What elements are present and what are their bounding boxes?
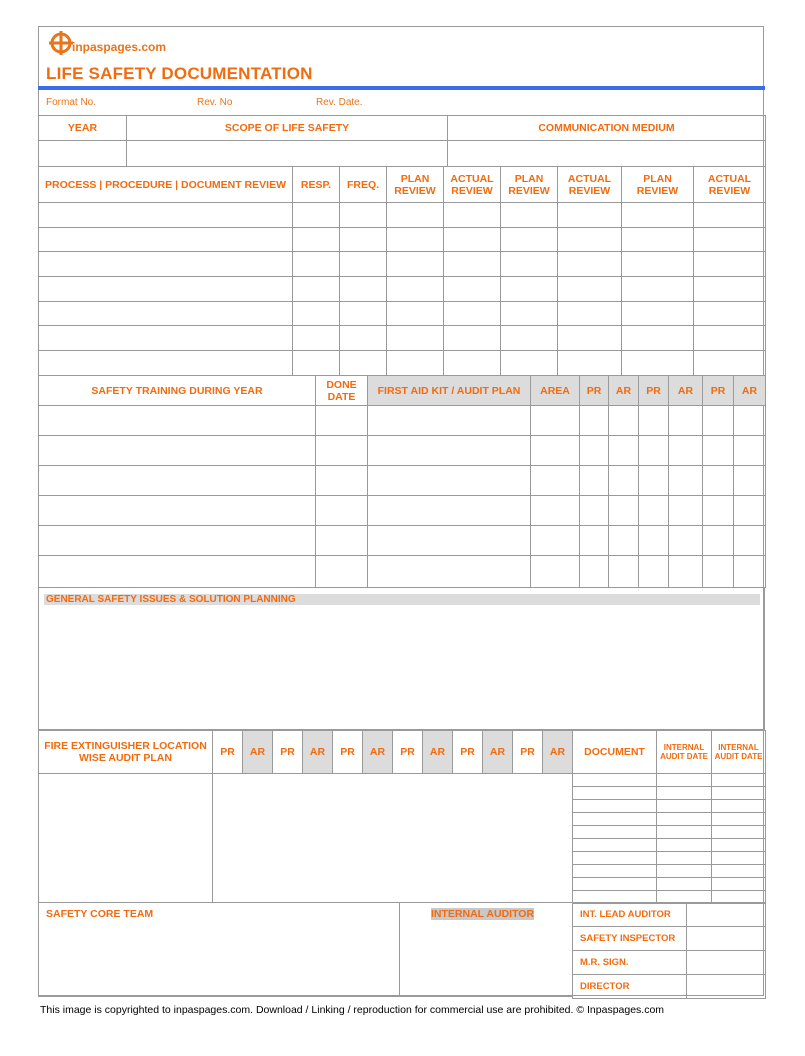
freq-header: FREQ. [340,167,387,203]
medium-cell[interactable] [448,141,766,167]
table-row [573,800,766,813]
lead-auditor-signature[interactable] [687,903,766,927]
table-row [573,787,766,800]
director-label: DIRECTOR [573,975,687,999]
process-header: PROCESS | PROCEDURE | DOCUMENT REVIEW [39,167,293,203]
pr-header: PR [273,731,303,774]
table-row [39,301,766,326]
scope-cell[interactable] [127,141,448,167]
logo-text: inpaspages.com [72,40,167,54]
signature-table [572,902,766,999]
general-issues-box[interactable] [38,587,765,730]
actual-review-header: ACTUAL REVIEW [694,167,766,203]
ar-header: AR [483,731,513,774]
ar-header: AR [363,731,393,774]
pr-header: PR [393,731,423,774]
ar-header: AR [609,376,639,406]
pr-header: PR [703,376,734,406]
pr-header: PR [213,731,243,774]
fire-table [38,730,766,774]
rev-no-label: Rev. No [197,97,233,108]
ar-header: AR [303,731,333,774]
table-row [39,466,766,496]
training-header: SAFETY TRAINING DURING YEAR [39,376,316,406]
plan-review-header: PLAN REVIEW [622,167,694,203]
table-row [573,852,766,865]
mr-sign-label: M.R. SIGN. [573,951,687,975]
format-no-label: Format No. [46,97,97,108]
ar-header: AR [669,376,703,406]
medium-header: COMMUNICATION MEDIUM [448,116,766,141]
document-grid [572,773,766,904]
inspector-label: SAFETY INSPECTOR [573,927,687,951]
table-row [39,227,766,252]
actual-review-header: ACTUAL REVIEW [558,167,622,203]
page-title: LIFE SAFETY DOCUMENTATION [46,64,313,83]
table-row [573,826,766,839]
general-issues-label: GENERAL SAFETY ISSUES & SOLUTION PLANNING [46,594,296,605]
ar-header: AR [423,731,453,774]
table-row [39,556,766,588]
training-table [38,375,766,588]
pr-header: PR [333,731,363,774]
table-row [39,406,766,436]
fire-header: FIRE EXTINGUISHER LOCATION WISE AUDIT PLAN [39,731,213,774]
done-date-header: DONE DATE [316,376,368,406]
process-table [38,166,766,376]
year-header: YEAR [39,116,127,141]
table-row [573,839,766,852]
table-row [573,813,766,826]
table-row [39,496,766,526]
table-row [39,277,766,302]
title-divider [38,86,765,90]
pr-header: PR [453,731,483,774]
table-row [573,774,766,787]
rev-date-label: Rev. Date. [316,97,363,108]
crosshair-logo-icon [48,30,74,56]
area-header: AREA [531,376,580,406]
table-row [573,865,766,878]
pr-header: PR [580,376,609,406]
table-row [39,351,766,376]
ar-header: AR [543,731,573,774]
table-row [39,326,766,351]
resp-header: RESP. [293,167,340,203]
internal-audit-date-header: INTERNAL AUDIT DATE [712,731,766,774]
scope-table [38,115,766,167]
table-row [39,203,766,228]
table-row [39,252,766,277]
ar-header: AR [243,731,273,774]
first-aid-header: FIRST AID KIT / AUDIT PLAN [368,376,531,406]
lead-auditor-label: INT. LEAD AUDITOR [573,903,687,927]
inspector-signature[interactable] [687,927,766,951]
table-row [39,436,766,466]
document-header: DOCUMENT [573,731,657,774]
plan-review-header: PLAN REVIEW [501,167,558,203]
copyright-footer: This image is copyrighted to inpaspages.com. Download / Linking / reproduction for commercial use are prohibited. © Inpaspages.com [40,1004,665,1016]
table-row [39,526,766,556]
scope-header: SCOPE OF LIFE SAFETY [127,116,448,141]
table-row [573,878,766,891]
director-signature[interactable] [687,975,766,999]
year-cell[interactable] [39,141,127,167]
internal-audit-date-header: INTERNAL AUDIT DATE [657,731,712,774]
internal-auditor-label: INTERNAL AUDITOR [431,908,535,920]
pr-header: PR [639,376,669,406]
fire-audit-area[interactable] [212,773,573,903]
plan-review-header: PLAN REVIEW [387,167,444,203]
mr-signature[interactable] [687,951,766,975]
ar-header: AR [734,376,766,406]
fire-location-area[interactable] [38,773,213,903]
core-team-label: SAFETY CORE TEAM [46,908,154,920]
actual-review-header: ACTUAL REVIEW [444,167,501,203]
pr-header: PR [513,731,543,774]
